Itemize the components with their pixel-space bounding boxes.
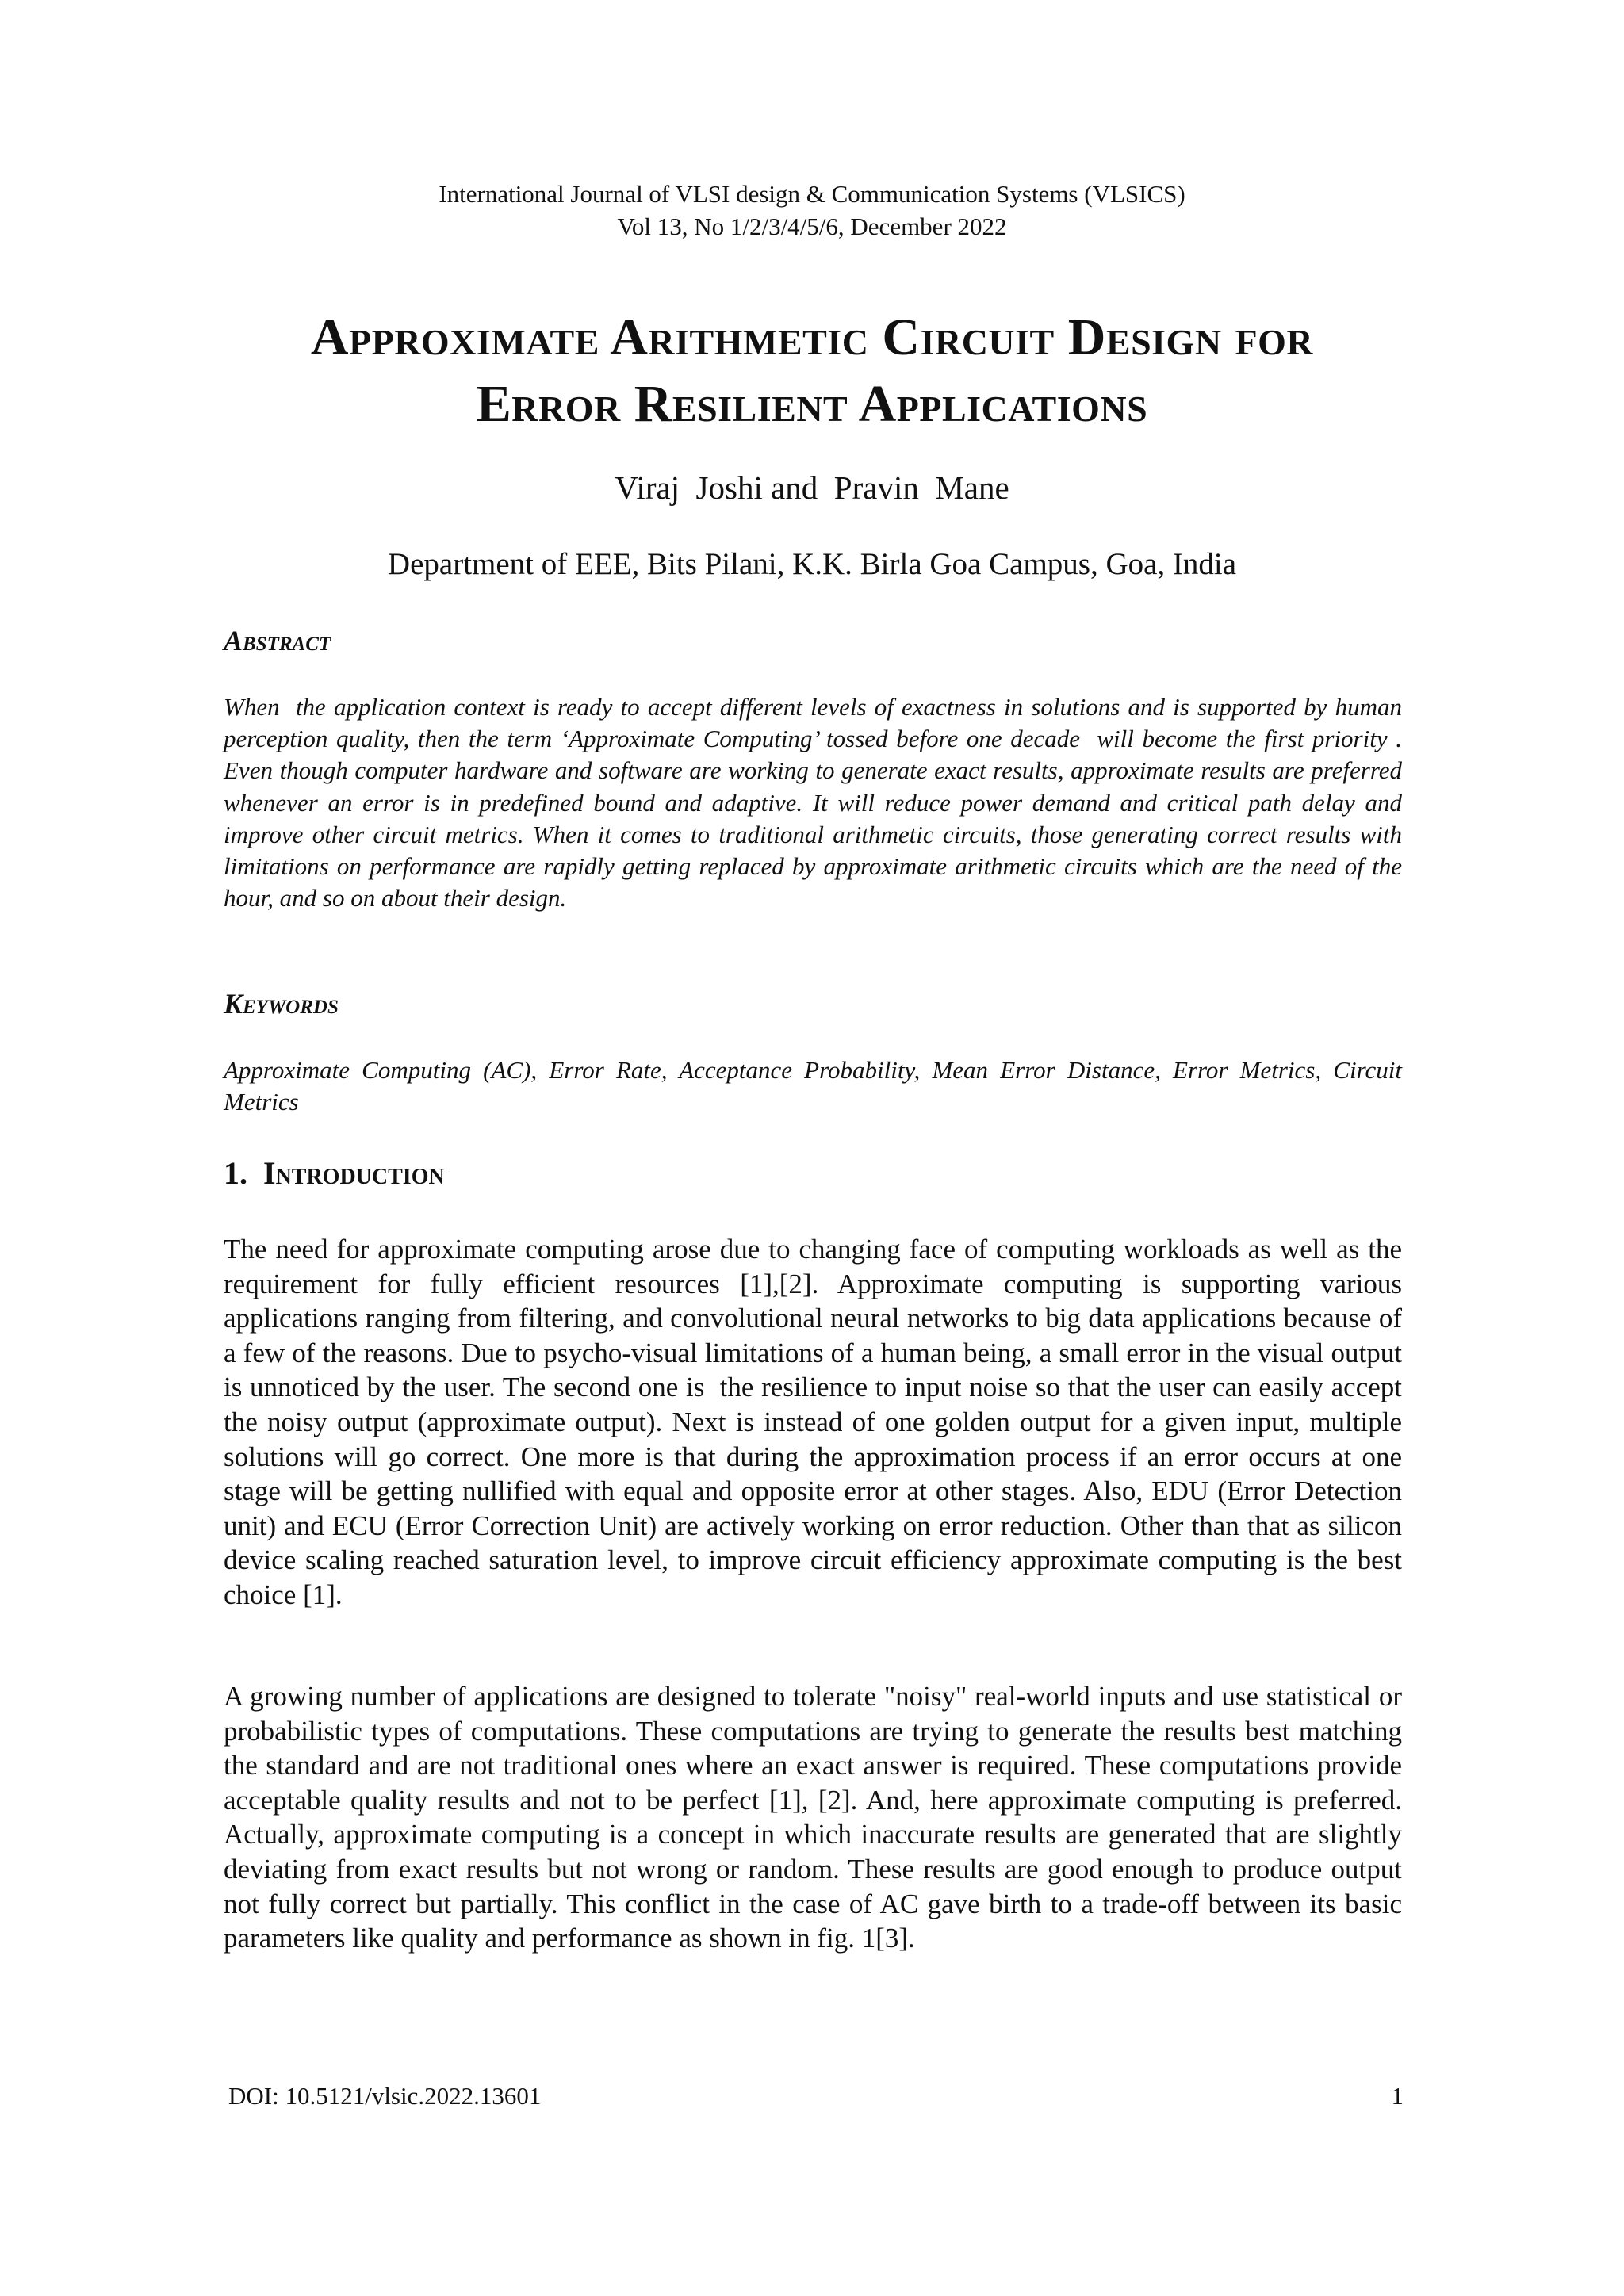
paper-authors: Viraj Joshi and Pravin Mane [615, 469, 1009, 506]
introduction-paragraph-1: The need for approximate computing arose due to changing face of computing workloads as well as the requirement for fully efficient resources [1],[2]. Approximate computing is supporting various applications ranging from filtering, and convolutional neural networks to big data applications because of a few of the reasons. Due to psycho-visual limitations of a human being, a small error in the visual output is unnoticed by the user. The second one is the resilience to input noise so that the user can easily accept the noisy output (approximate output). Next is instead of one golden output for a given input, multiple solutions will go correct. One more is that during the approximation process if an error occurs at one stage will be getting nullified with equal and opposite error at other stages. Also, EDU (Error Detection unit) and ECU (Error Correction Unit) are actively working on error reduction. Other than that as silicon device scaling reached saturation level, to improve circuit efficiency approximate computing is the best choice [1]. [224, 1234, 1409, 1610]
journal-name: International Journal of VLSI design & Communication Systems (VLSICS) [439, 180, 1185, 208]
keywords-heading: Keywords [224, 988, 339, 1020]
paper-affiliation: Department of EEE, Bits Pilani, K.K. Birla Goa Campus, Goa, India [387, 547, 1237, 581]
doi-footer: DOI: 10.5121/vlsic.2022.13601 [228, 2082, 542, 2110]
paper-title [0, 304, 1624, 438]
introduction-section [224, 1232, 1409, 1613]
abstract-heading-block [224, 623, 1402, 658]
page-number: 1 [1391, 2082, 1404, 2110]
paper-title-line-2: Error Resilient Applications [476, 375, 1148, 433]
introduction-heading-block [224, 1154, 1402, 1192]
introduction-paragraph-2: A growing number of applications are designed to tolerate "noisy" real-world inputs and use statistical or probabilistic types of computations. These computations are trying to generate the results best matching the standard and are not traditional ones where an exact answer is required. These computations provide acceptable quality results and not to be perfect [1], [2]. And, here approximate computing is preferred. Actually, approximate computing is a concept in which inaccurate results are generated that are slightly deviating from exact results but not wrong or random. These results are good enough to produce output not fully correct but partially. This conflict in the case of AC gave birth to a trade-off between its basic parameters like quality and performance as shown in fig. 1[3]. [224, 1681, 1402, 1954]
abstract-text: When the application context is ready to accept different levels of exactness in solutions and is supported by human perception quality, then the term ‘Approximate Computing’ tossed before one decade will become the first priority . Even though computer hardware and software are working to generate exact results, approximate results are preferred whenever an error is in predefined bound and adaptive. It will reduce power demand and critical path delay and improve other circuit metrics. When it comes to traditional arithmetic circuits, those generating correct results with limitations on performance are rapidly getting replaced by approximate arithmetic circuits which are the need of the hour, and so on about their design. [224, 693, 1408, 913]
keywords-text: Approximate Computing (AC), Error Rate, Acceptance Probability, Mean Error Distance, Error Metrics, Circuit Metrics [224, 1056, 1402, 1116]
journal-volume: Vol 13, No 1/2/3/4/5/6, December 2022 [617, 212, 1007, 240]
introduction-heading: 1. Introduction [224, 1155, 445, 1191]
keywords-section [224, 1054, 1402, 1118]
abstract-heading: Abstract [224, 625, 331, 656]
journal-header [0, 178, 1624, 243]
introduction-section-2 [224, 1679, 1402, 1956]
abstract-section [224, 691, 1408, 914]
paper-title-line-1: Approximate Arithmetic Circuit Design for [310, 308, 1314, 366]
keywords-heading-block [224, 986, 1402, 1021]
